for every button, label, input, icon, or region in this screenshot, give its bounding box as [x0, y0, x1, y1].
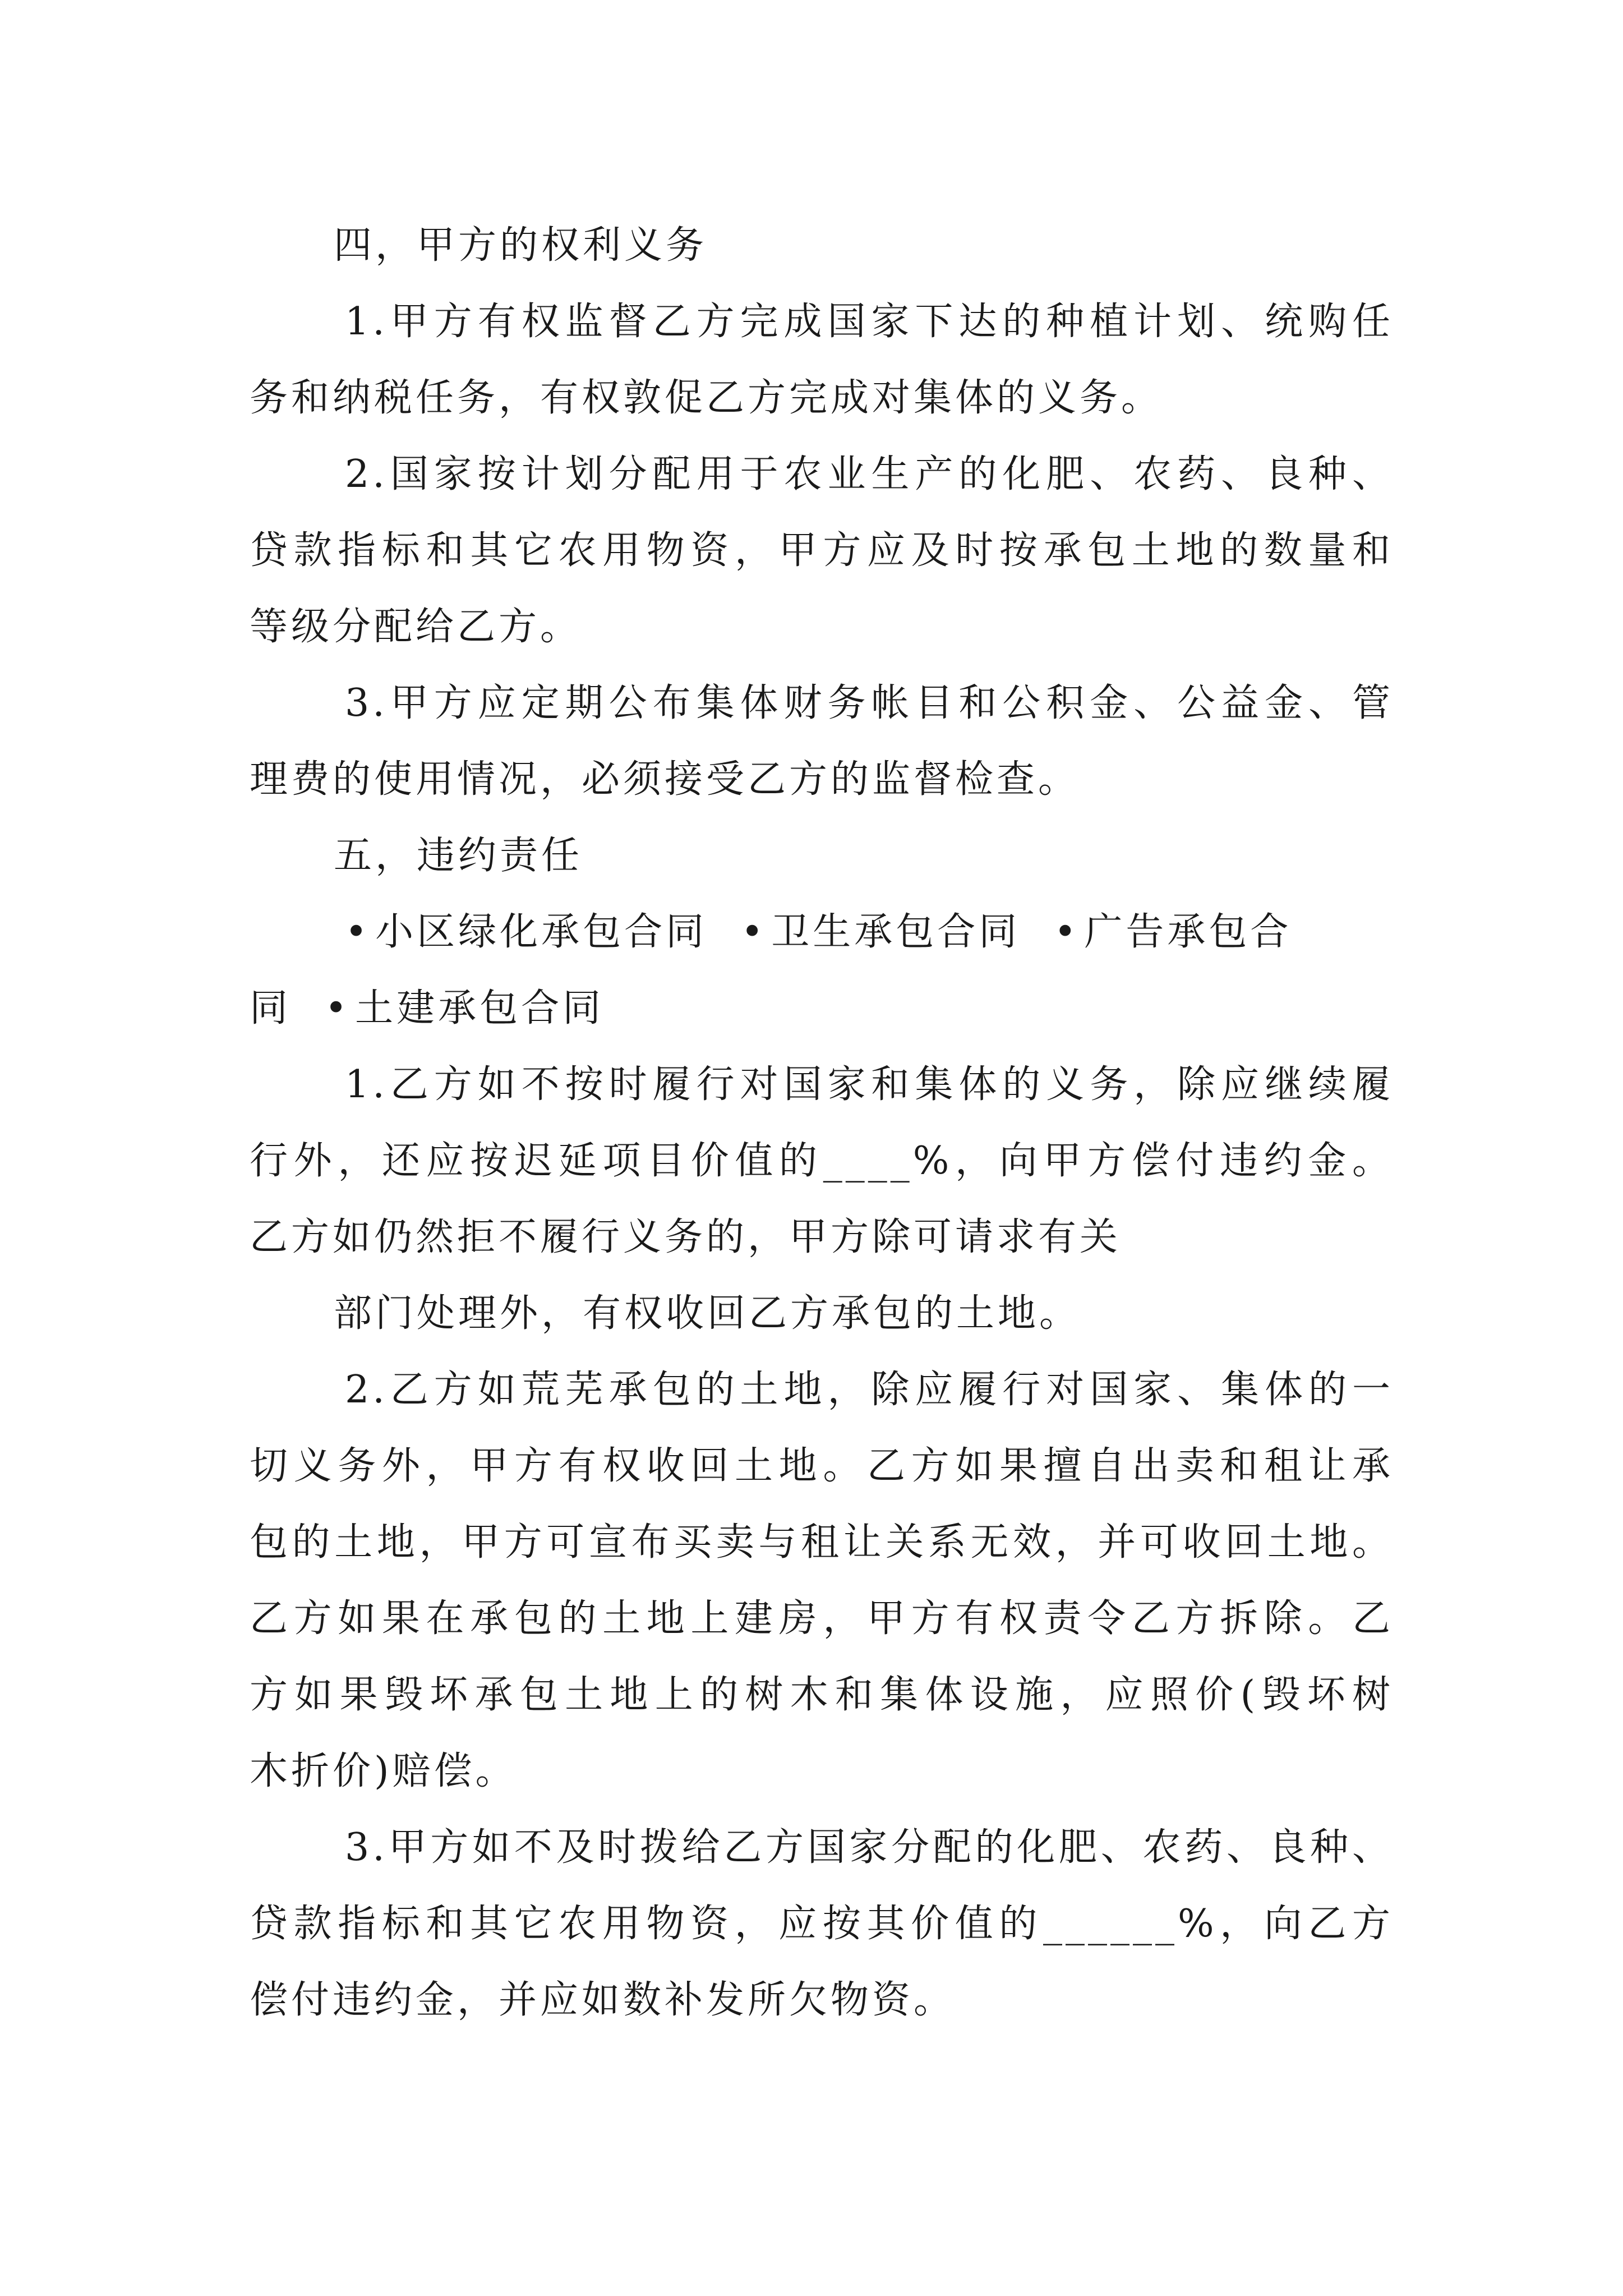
paragraph-line: 部门处理外，有权收回乙方承包的土地。	[334, 1291, 1081, 1336]
related-link-greening-contract[interactable]	[345, 910, 707, 954]
related-link-label: 同	[250, 986, 292, 1030]
bullet-glyph: •	[1054, 910, 1080, 954]
related-link-label: 土建承包合同	[355, 986, 605, 1030]
related-link-advertising-contract-tail[interactable]	[250, 986, 291, 1030]
bullet-glyph: •	[741, 910, 767, 954]
related-link-label: 广告承包合	[1084, 910, 1292, 954]
paragraph-line: 理费的使用情况，必须接受乙方的监督检查。	[250, 757, 1080, 802]
paragraph-line: 2.乙方如荒芜承包的土地，除应履行对国家、集体的一	[345, 1368, 1394, 1412]
document-body	[250, 208, 1394, 2039]
section-heading-rights-obligations: 四，甲方的权利义务	[334, 223, 708, 268]
paragraph-line: 偿付违约金，并应如数补发所欠物资。	[250, 1978, 956, 2022]
paragraph-line: 等级分配给乙方。	[250, 605, 582, 649]
paragraph-line: 切义务外，甲方有权收回土地。乙方如果擅自出卖和租让承	[250, 1444, 1394, 1488]
paragraph-line: 3.甲方应定期公布集体财务帐目和公积金、公益金、管	[345, 681, 1394, 725]
paragraph-line: 务和纳税任务，有权敦促乙方完成对集体的义务。	[250, 376, 1163, 420]
paragraph-line: 1.乙方如不按时履行对国家和集体的义务，除应继续履	[345, 1062, 1394, 1107]
related-link-label: 小区绿化承包合同	[375, 910, 708, 954]
section-heading-breach-liability: 五，违约责任	[334, 834, 583, 878]
paragraph-line: 行外，还应按迟延项目价值的____%，向甲方偿付违约金。	[250, 1139, 1394, 1183]
paragraph-line: 3.甲方如不及时拨给乙方国家分配的化肥、农药、良种、	[345, 1825, 1394, 1870]
paragraph-line: 木折价)赔偿。	[250, 1749, 517, 1793]
paragraph-line: 贷款指标和其它农用物资，甲方应及时按承包土地的数量和	[250, 528, 1394, 573]
paragraph-line: 贷款指标和其它农用物资，应按其价值的______%，向乙方	[250, 1902, 1394, 1946]
paragraph-line: 2.国家按计划分配用于农业生产的化肥、农药、良种、	[345, 452, 1394, 496]
paragraph-line: 乙方如果在承包的土地上建房，甲方有权责令乙方拆除。乙	[250, 1596, 1394, 1641]
related-link-construction-contract[interactable]	[325, 986, 604, 1030]
related-contract-links-continued	[250, 970, 1394, 1047]
paragraph-line: 包的土地，甲方可宣布买卖与租让关系无效，并可收回土地。	[250, 1520, 1394, 1565]
paragraph-line: 1.甲方有权监督乙方完成国家下达的种植计划、统购任	[345, 300, 1394, 344]
related-contract-links	[250, 894, 1394, 970]
related-link-label: 卫生承包合同	[771, 910, 1021, 954]
bullet-glyph: •	[325, 986, 351, 1030]
related-link-advertising-contract[interactable]	[1054, 910, 1292, 954]
bullet-glyph: •	[345, 910, 371, 954]
paragraph-line: 方如果毁坏承包土地上的树木和集体设施，应照价(毁坏树	[250, 1673, 1394, 1717]
paragraph-line: 乙方如仍然拒不履行义务的，甲方除可请求有关	[250, 1215, 1122, 1259]
related-link-sanitation-contract[interactable]	[741, 910, 1020, 954]
